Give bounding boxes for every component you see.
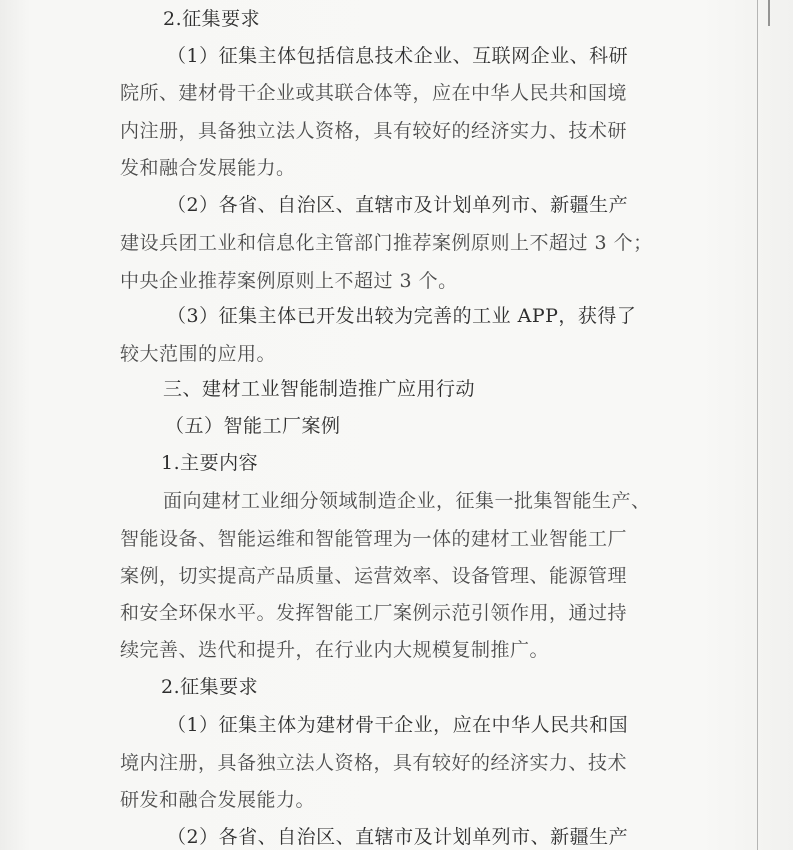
paragraph-line: 智能设备、智能运维和智能管理为一体的建材工业智能工厂 [120,528,628,550]
paragraph-line: （1）征集主体包括信息技术企业、互联网企业、科研 [167,45,629,67]
paragraph-line: 院所、建材骨干企业或其联合体等，应在中华人民共和国境 [120,82,628,104]
paragraph-line: （1）征集主体为建材骨干企业，应在中华人民共和国 [167,714,629,736]
paragraph-line: 发和融合发展能力。 [120,157,296,179]
subsection-heading-smart-factory: （五）智能工厂案例 [165,415,341,437]
page-edge-divider [757,0,758,850]
section-heading-main-content: 1.主要内容 [161,452,259,474]
paragraph-line: 内注册，具备独立法人资格，具有较好的经济实力、技术研 [120,120,628,142]
paragraph-line: 案例，切实提高产品质量、运营效率、设备管理、能源管理 [120,565,628,587]
section-heading-requirements-2: 2.征集要求 [161,676,259,698]
paragraph-line: 中央企业推荐案例原则上不超过 3 个。 [120,270,458,292]
paragraph-line: （2）各省、自治区、直辖市及计划单列市、新疆生产 [167,826,629,848]
paragraph-line: 建设兵团工业和信息化主管部门推荐案例原则上不超过 3 个； [120,232,653,254]
paragraph-line: 面向建材工业细分领域制造企业，征集一批集智能生产、 [163,490,651,512]
paragraph-line: 境内注册，具备独立法人资格，具有较好的经济实力、技术 [120,752,628,774]
paragraph-line: （3）征集主体已开发出较为完善的工业 APP，获得了 [167,305,637,327]
paragraph-line: 和安全环保水平。发挥智能工厂案例示范引领作用，通过持 [120,602,628,624]
paragraph-line: 研发和融合发展能力。 [120,789,316,811]
section-heading-requirements: 2.征集要求 [163,8,261,30]
paragraph-line: （2）各省、自治区、直辖市及计划单列市、新疆生产 [167,194,629,216]
paragraph-line: 续完善、迭代和提升，在行业内大规模复制推广。 [120,639,550,661]
scan-artifact-mark [768,0,770,26]
paragraph-line: 较大范围的应用。 [120,343,277,365]
section-heading-smart-manufacturing: 三、建材工业智能制造推广应用行动 [163,378,476,400]
